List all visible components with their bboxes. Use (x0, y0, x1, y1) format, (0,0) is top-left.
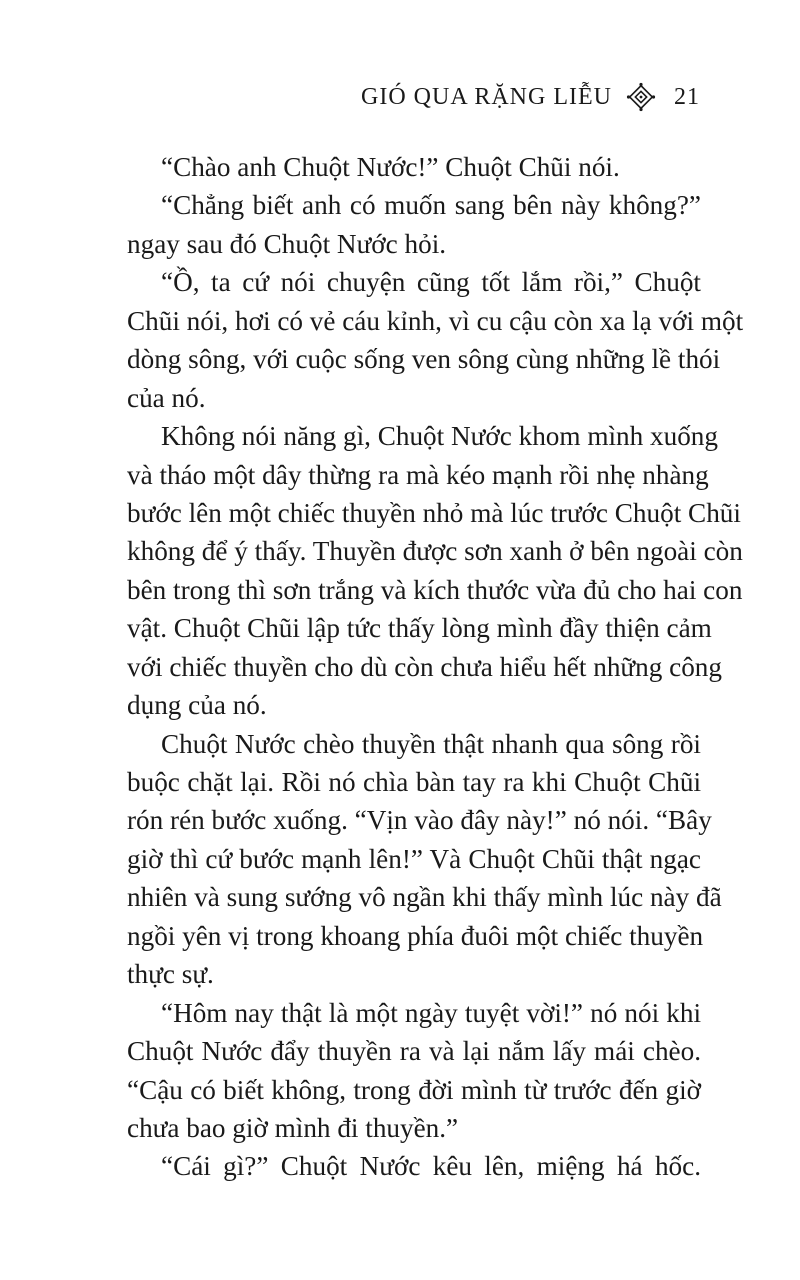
text-line: “Ồ, ta cứ nói chuyện cũng tốt lắm rồi,” Chuột (161, 267, 701, 298)
text-line: giờ thì cứ bước mạnh lên!” Và Chuột Chũi thật ngạc (127, 843, 701, 874)
page-header (361, 82, 700, 112)
text-line: Chuột Nước đẩy thuyền ra và lại nắm lấy mái chèo. (127, 1036, 701, 1067)
text-line: dụng của nó. (127, 690, 267, 721)
text-line: “Cậu có biết không, trong đời mình từ trước đến giờ (127, 1074, 701, 1105)
text-line: thực sự. (127, 959, 214, 990)
text-line: “Chào anh Chuột Nước!” Chuột Chũi nói. (161, 152, 620, 182)
text-line: và tháo một dây thừng ra mà kéo mạnh rồi nhẹ nhàng (127, 459, 709, 490)
text-line: buộc chặt lại. Rồi nó chìa bàn tay ra khi Chuột Chũi (127, 767, 701, 797)
text-line: rón rén bước xuống. “Vịn vào đây này!” nó nói. “Bây (127, 805, 712, 836)
text-line: ngồi yên vị trong khoang phía đuôi một chiếc thuyền (127, 920, 704, 951)
text-line: với chiếc thuyền cho dù còn chưa hiểu hết những công (127, 651, 722, 682)
text-line: bước lên một chiếc thuyền nhỏ mà lúc trước Chuột Chũi (127, 497, 741, 528)
text-line: chưa bao giờ mình đi thuyền.” (127, 1112, 459, 1143)
text-line: “Hôm nay thật là một ngày tuyệt vời!” nó nói khi (161, 997, 701, 1028)
page-number: 21 (674, 83, 700, 110)
text-line: Chuột Nước chèo thuyền thật nhanh qua sông rồi (161, 728, 701, 759)
text-line: bên trong thì sơn trắng và kích thước vừa đủ cho hai con (127, 574, 743, 605)
text-line: “Chẳng biết anh có muốn sang bên này không?” (161, 190, 701, 221)
text-line: Không nói năng gì, Chuột Nước khom mình xuống (161, 421, 718, 452)
text-line: nhiên và sung sướng vô ngần khi thấy mình lúc này đã (127, 882, 722, 913)
text-line: “Cái gì?” Chuột Nước kêu lên, miệng há hốc. (161, 1151, 701, 1182)
text-line: dòng sông, với cuộc sống ven sông cùng những lề thói (127, 344, 721, 375)
text-line: ngay sau đó Chuột Nước hỏi. (127, 228, 447, 259)
text-line: Chũi nói, hơi có vẻ cáu kỉnh, vì cu cậu còn xa lạ với một (127, 305, 744, 336)
text-line: của nó. (127, 382, 206, 413)
page-body (127, 148, 744, 1186)
running-title: GIÓ QUA RẶNG LIỄU (361, 83, 612, 110)
text-line: vật. Chuột Chũi lập tức thấy lòng mình đầy thiện cảm (127, 613, 712, 644)
ornament-icon (626, 82, 656, 112)
text-line: không để ý thấy. Thuyền được sơn xanh ở bên ngoài còn (127, 536, 743, 567)
